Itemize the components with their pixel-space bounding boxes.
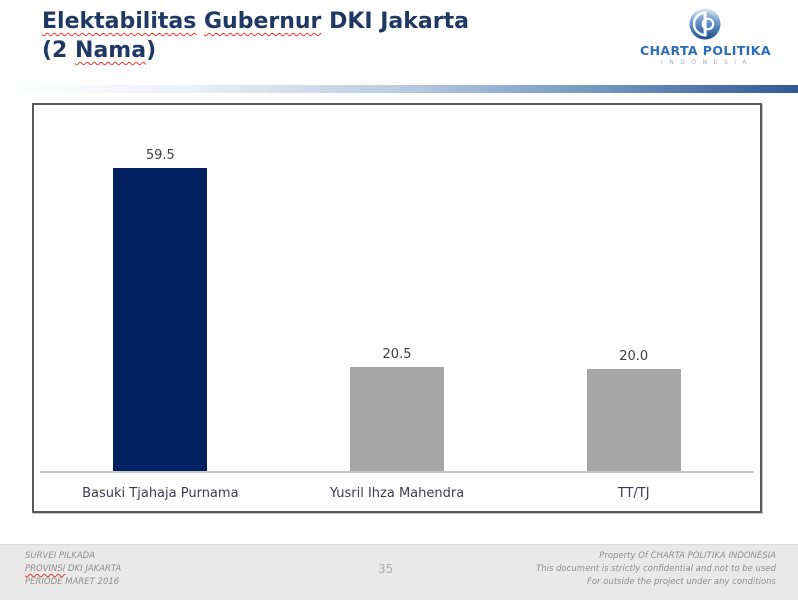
text-run: (2	[42, 38, 76, 63]
bar-value-label: 59.5	[145, 148, 175, 163]
slide-footer	[0, 544, 798, 600]
bar-chart	[32, 103, 762, 513]
text-run: SURVEI PILKADA	[25, 551, 96, 561]
footer-right-line: This document is strictly confidential and not to be used	[536, 564, 776, 574]
logo-wordmark: CHARTA POLITIKA	[640, 43, 771, 58]
x-axis-line	[40, 471, 754, 473]
text-run: )	[146, 38, 157, 63]
category-label: TT/TJ	[617, 485, 650, 501]
slide-title	[42, 7, 469, 65]
footer-right-line: Property Of CHARTA POLITIKA INDONESIA	[599, 551, 776, 561]
footer-left-line	[25, 576, 121, 589]
bar	[587, 369, 681, 471]
bar	[113, 168, 207, 471]
page-number: 35	[378, 562, 394, 576]
bar-value-label: 20.5	[382, 347, 412, 362]
category-label: Yusril Ihza Mahendra	[329, 485, 465, 501]
chart-column	[279, 105, 516, 471]
chart-column	[515, 105, 752, 471]
misspelled-word: Gubernur	[203, 9, 322, 34]
charta-politika-emblem-icon	[687, 6, 723, 42]
footer-right-line: For outside the project under any conditions	[586, 577, 776, 587]
text-run	[196, 9, 204, 34]
slide-title-line1	[42, 7, 469, 36]
misspelled-word: PROVINSI	[25, 564, 66, 574]
text-run: DKI JAKARTA	[65, 564, 122, 574]
category-labels	[42, 475, 752, 511]
chart-column	[42, 105, 279, 471]
logo-subtitle: INDONESIA	[660, 59, 754, 66]
misspelled-word: Elektabilitas	[42, 9, 197, 34]
text-run: PERIODE MARET 2016	[25, 577, 120, 587]
charta-politika-logo	[640, 6, 770, 66]
bar	[350, 367, 444, 471]
plot-area	[42, 105, 752, 471]
footer-confidentiality-notice	[536, 550, 776, 589]
slide-title-line2	[42, 36, 469, 65]
slide-header	[0, 0, 798, 84]
footer-survey-info	[25, 550, 121, 589]
footer-left-line	[25, 550, 121, 563]
header-divider-bar	[0, 85, 798, 93]
misspelled-word: Nama	[75, 38, 147, 63]
footer-left-line	[25, 563, 121, 576]
text-run: DKI Jakarta	[321, 9, 469, 34]
category-label: Basuki Tjahaja Purnama	[82, 485, 239, 501]
bar-value-label: 20.0	[619, 349, 649, 364]
